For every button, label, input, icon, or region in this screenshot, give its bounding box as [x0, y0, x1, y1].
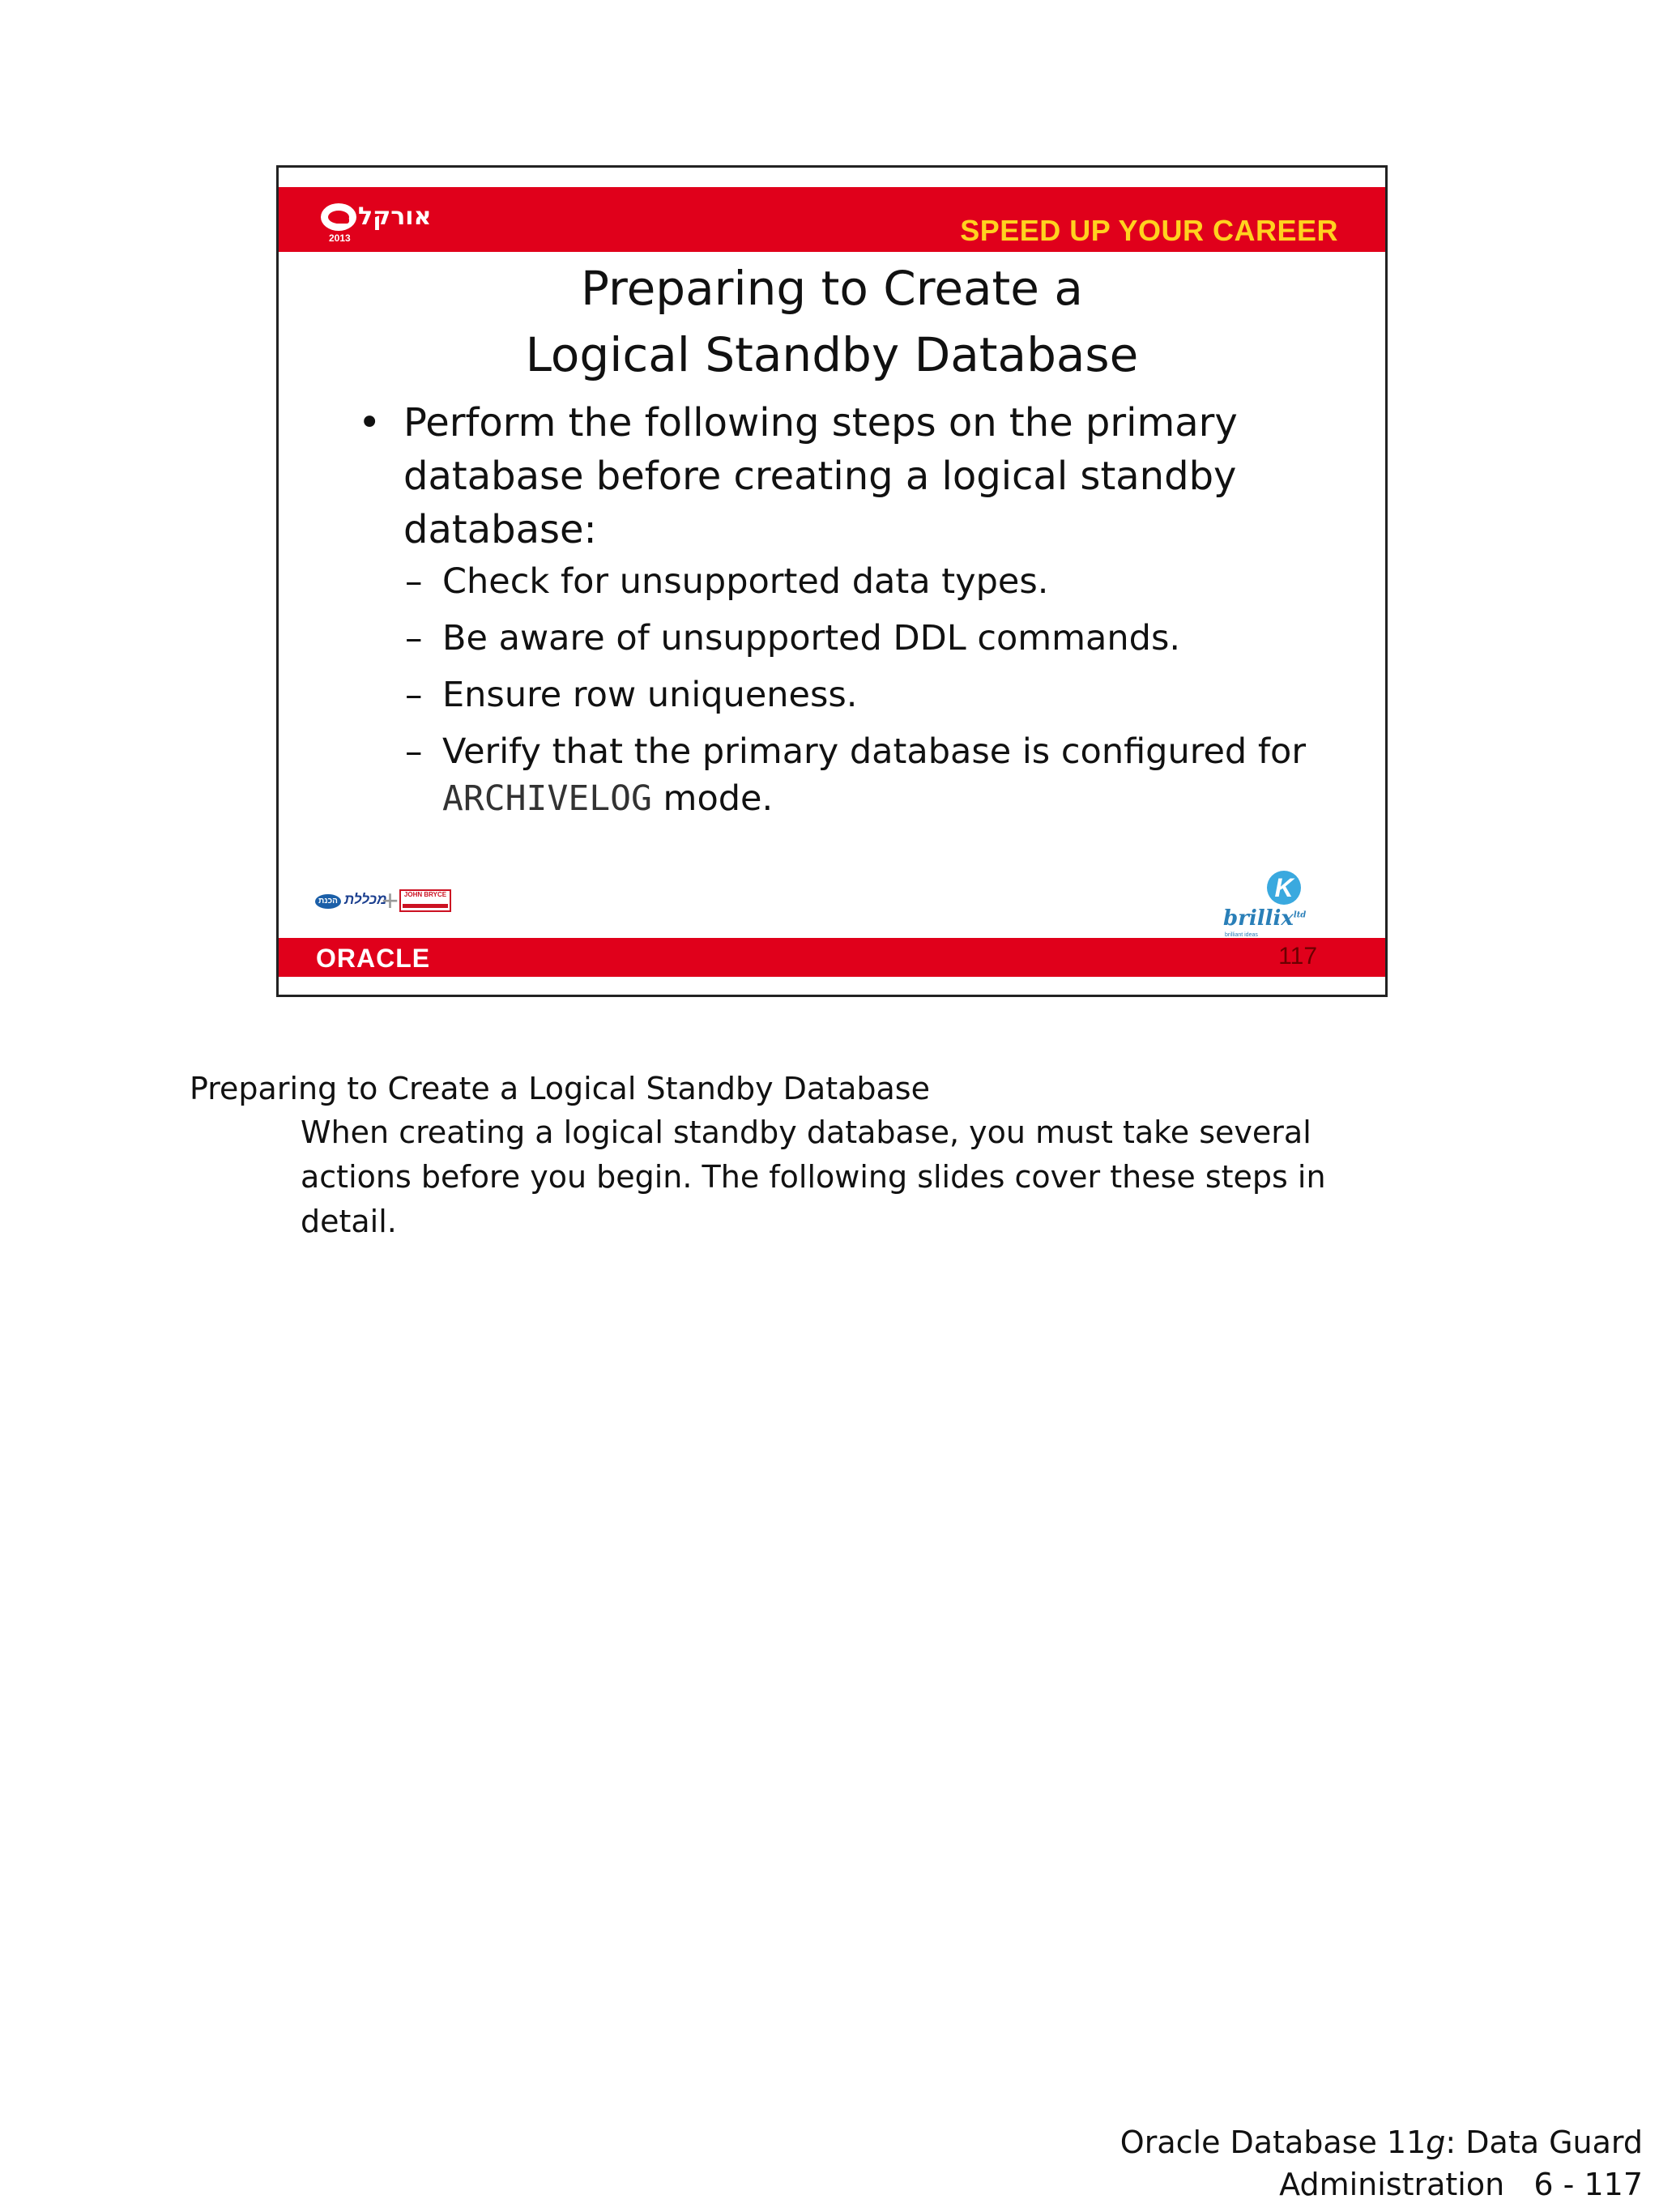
sub-item-text: Verify that the primary database is configured for	[442, 731, 1306, 772]
orcl-logo-text: אורקל	[358, 202, 432, 231]
slide-top-banner	[279, 187, 1385, 252]
slide-bullet: • Perform the following steps on the primary database before creating a logical standby database:	[358, 396, 1346, 556]
brillix-logo	[1223, 871, 1312, 944]
partner-hebrew-text: מכללת	[344, 892, 387, 907]
plus-icon: +	[382, 884, 399, 917]
slide-sub-item: – Check for unsupported data types.	[405, 558, 1346, 605]
sub-item-text-end: mode.	[651, 778, 774, 819]
brillix-wordmark: brillix$^{ltd}$	[1223, 906, 1307, 931]
orcl-logo-year: 2013	[329, 232, 351, 244]
orcl-logo-icon	[321, 203, 356, 231]
slide-tagline: SPEED UP YOUR CAREER	[960, 214, 1338, 247]
slide-sub-item-archivelog	[405, 728, 1346, 822]
slide-title-line-2: Logical Standby Database	[525, 327, 1139, 382]
brillix-tagline: brilliant ideas	[1225, 932, 1258, 938]
brillix-k-icon: K	[1267, 871, 1301, 905]
slide-title	[279, 255, 1385, 388]
partner-logo-johnbryce	[315, 886, 453, 918]
slide-sub-item: – Ensure row uniqueness.	[405, 671, 1346, 718]
slide-sub-item: – Be aware of unsupported DDL commands.	[405, 615, 1346, 662]
partner-oval-icon: הכנת	[315, 894, 341, 909]
slide-sub-list	[405, 558, 1346, 822]
footer-line-2: Administration 6 - 117	[1279, 2167, 1643, 2202]
slide-bottom-banner	[279, 938, 1385, 977]
footer-line-1: Oracle Database 11g: Data Guard	[1120, 2125, 1643, 2160]
johnbryce-logo-icon: JOHN BRYCE	[399, 889, 451, 912]
archivelog-code: ARCHIVELOG	[442, 778, 652, 819]
oracle-logo: ORACLE	[316, 944, 431, 973]
notes-body: When creating a logical standby database, you must take several actions before you begin. The following slides cover these steps in detail.	[301, 1115, 1326, 1239]
page-footer	[1120, 2121, 1643, 2206]
slide-image	[276, 165, 1388, 997]
slide-title-line-1: Preparing to Create a	[581, 261, 1083, 316]
notes-heading: Preparing to Create a Logical Standby Database	[190, 1071, 930, 1106]
speaker-notes	[190, 1067, 1486, 1244]
slide-number: 117	[1278, 943, 1317, 970]
slide-bullet-list	[358, 396, 1346, 832]
